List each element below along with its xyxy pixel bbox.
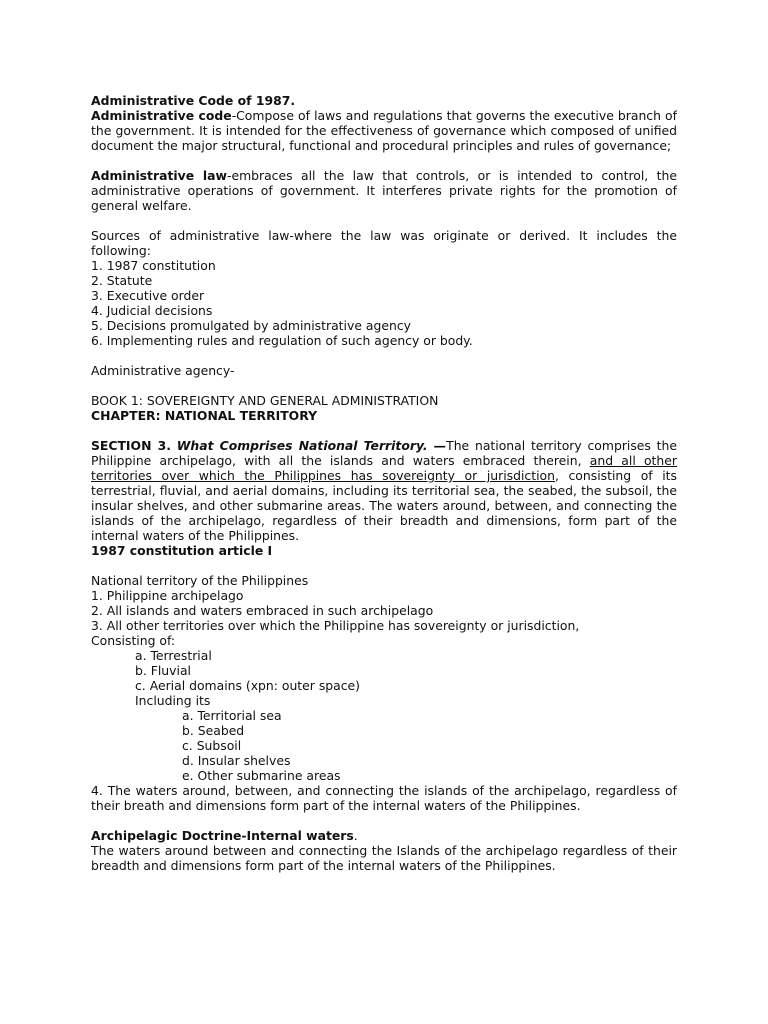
admin-law-paragraph	[91, 168, 677, 213]
list-item: c. Aerial domains (xpn: outer space)	[135, 678, 361, 693]
list-item: 1. Philippine archipelago	[91, 588, 244, 603]
list-item: 3. Executive order	[91, 288, 205, 303]
list-item: b. Seabed	[182, 723, 245, 738]
list-item: e. Other submarine areas	[182, 768, 341, 783]
archipelagic-text: The waters around between and connecting the Islands of the archipelago regardless of their breadth and dimensions form part of the internal waters of the Philippines.	[91, 843, 677, 873]
list-item: 4. Judicial decisions	[91, 303, 213, 318]
list-item: 2. Statute	[91, 273, 153, 288]
including-its-label: Including its	[135, 693, 211, 708]
admin-code-term: Administrative code	[91, 108, 232, 123]
list-item: 4. The waters around, between, and connecting the islands of the archipelago, regardless of their breath and dimensions form part of the internal waters of the Philippines.	[91, 783, 677, 813]
list-item: c. Subsoil	[182, 738, 242, 753]
list-item: 5. Decisions promulgated by administrative agency	[91, 318, 411, 333]
list-item: 6. Implementing rules and regulation of such agency or body.	[91, 333, 473, 348]
consisting-of-label: Consisting of:	[91, 633, 176, 648]
archipelagic-heading-line	[91, 828, 677, 843]
list-item: b. Fluvial	[135, 663, 191, 678]
archipelagic-heading: Archipelagic Doctrine-Internal waters	[91, 828, 354, 843]
list-item: a. Territorial sea	[182, 708, 282, 723]
book-heading: BOOK 1: SOVEREIGNTY AND GENERAL ADMINISTRATION	[91, 393, 439, 408]
archipelagic-heading-period: .	[353, 828, 358, 843]
constitution-reference: 1987 constitution article I	[91, 543, 273, 558]
section-3-paragraph	[91, 438, 677, 543]
section-3-heading: What Comprises National Territory. —	[176, 438, 447, 453]
admin-agency-line: Administrative agency-	[91, 363, 235, 378]
list-item: 3. All other territories over which the Philippine has sovereignty or jurisdiction,	[91, 618, 580, 633]
list-item: 1. 1987 constitution	[91, 258, 216, 273]
document-title: Administrative Code of 1987.	[91, 93, 296, 108]
list-item: 2. All islands and waters embraced in such archipelago	[91, 603, 434, 618]
document-page	[91, 93, 677, 873]
chapter-heading: CHAPTER: NATIONAL TERRITORY	[91, 408, 318, 423]
section-3-label: SECTION 3.	[91, 438, 171, 453]
national-territory-heading: National territory of the Philippines	[91, 573, 309, 588]
admin-law-definition: -embraces all the law that controls, or is intended to control, the administrative operations of government. It interferes private rights for the promotion of general welfare.	[91, 168, 677, 213]
admin-law-term: Administrative law	[91, 168, 227, 183]
section-3-underlined-text: and all other territories over which the Philippines has sovereignty or jurisdiction	[91, 453, 677, 483]
sources-intro: Sources of administrative law-where the law was originate or derived. It includes the following:	[91, 228, 677, 258]
section-3-text: The national territory comprises the Philippine archipelago, with all the islands and waters embraced therein,	[91, 438, 677, 468]
section-3-text-continued: , consisting of its terrestrial, fluvial, and aerial domains, including its territorial sea, the seabed, the subsoil, the insular shelves, and other submarine areas. The waters around, between, and connecting the islands of the archipelago, regardless of their breadth and dimensions, form part of the internal waters of the Philippines.	[91, 468, 677, 543]
list-item: d. Insular shelves	[182, 753, 291, 768]
list-item: a. Terrestrial	[135, 648, 212, 663]
admin-code-definition: -Compose of laws and regulations that governs the executive branch of the government. It is intended for the effectiveness of governance which composed of unified document the major structural, functional and procedural principles and rules of governance;	[91, 108, 677, 153]
admin-code-paragraph	[91, 108, 677, 153]
